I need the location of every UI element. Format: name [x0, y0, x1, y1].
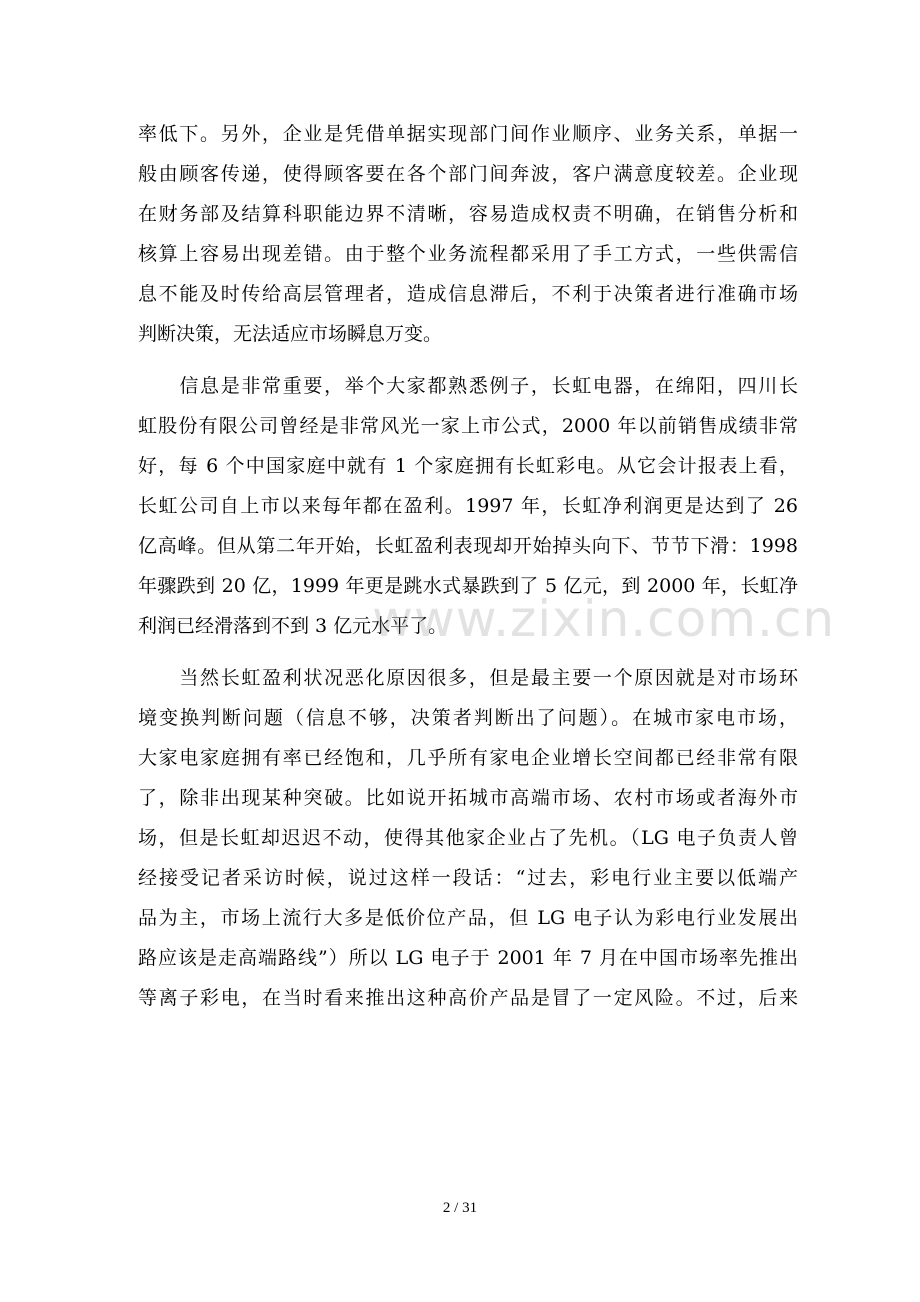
text-line: 信息是非常重要，举个大家都熟悉例子，长虹电器，在绵阳，四川长 [138, 375, 798, 397]
watermark: www.zixin.com.cn [372, 590, 836, 648]
text-line: 核算上容易出现差错。由于整个业务流程都采用了手工方式，一些供需信 [138, 243, 798, 265]
text-line: 品为主，市场上流行大多是低价位产品，但 LG 电子认为彩电行业发展出 [138, 907, 798, 929]
text-line: 大家电家庭拥有率已经饱和，几乎所有家电企业增长空间都已经非常有限 [138, 747, 798, 769]
paragraph-1 [138, 114, 798, 354]
text-line: 利润已经滑落到不到 3 亿元水平了。 [138, 615, 448, 637]
text-line: 般由顾客传递，使得顾客要在各个部门间奔波，客户满意度较差。企业现 [138, 163, 798, 185]
text-line: 息不能及时传给高层管理者，造成信息滞后，不利于决策者进行准确市场 [138, 283, 798, 305]
text-line: 判断决策，无法适应市场瞬息万变。 [138, 323, 443, 345]
text-line: 年骤跌到 20 亿，1999 年更是跳水式暴跌到了 5 亿元，到 2000 年，长虹净 [138, 575, 798, 597]
text-line: 亿高峰。但从第二年开始，长虹盈利表现却开始掉头向下、节节下滑：1998 [138, 535, 798, 557]
text-line: 经接受记者采访时候，说过这样一段话：“过去，彩电行业主要以低端产 [138, 867, 798, 889]
paragraph-3 [138, 658, 798, 1018]
text-line: 路应该是走高端路线”）所以 LG 电子于 2001 年 7 月在中国市场率先推出 [138, 947, 798, 969]
text-line: 在财务部及结算科职能边界不清晰，容易造成权责不明确，在销售分析和 [138, 203, 798, 225]
text-line: 境变换判断问题（信息不够，决策者判断出了问题）。在城市家电市场， [138, 707, 798, 729]
paragraph-2 [138, 366, 798, 646]
page-number: 2 / 31 [442, 1200, 478, 1216]
text-line: 虹股份有限公司曾经是非常风光一家上市公式，2000 年以前销售成绩非常 [138, 415, 798, 437]
text-line: 好，每 6 个中国家庭中就有 1 个家庭拥有长虹彩电。从它会计报表上看， [138, 455, 798, 477]
text-line: 场，但是长虹却迟迟不动，使得其他家企业占了先机。（LG 电子负责人曾 [138, 827, 798, 849]
text-line: 率低下。另外，企业是凭借单据实现部门间作业顺序、业务关系，单据一 [138, 123, 798, 145]
text-line: 了，除非出现某种突破。比如说开拓城市高端市场、农村市场或者海外市 [138, 787, 798, 809]
text-line: 当然长虹盈利状况恶化原因很多，但是最主要一个原因就是对市场环 [138, 667, 798, 689]
text-line: 长虹公司自上市以来每年都在盈利。1997 年，长虹净利润更是达到了 26 [138, 495, 798, 517]
text-line: 等离子彩电，在当时看来推出这种高价产品是冒了一定风险。不过，后来 [138, 987, 798, 1009]
body-text [138, 114, 798, 1018]
